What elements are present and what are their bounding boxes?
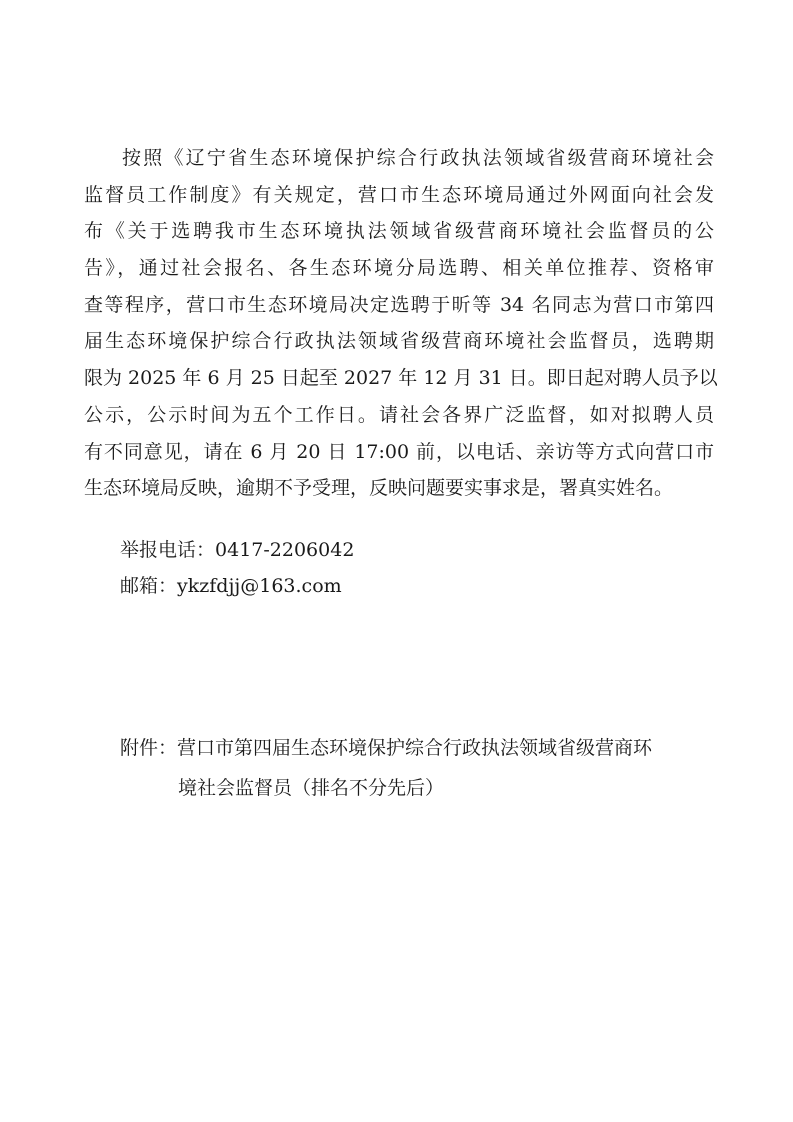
contact-info [120, 532, 354, 604]
email-row [120, 568, 354, 604]
body-line: 有不同意见，请在 6 月 20 日 17:00 前，以电话、亲访等方式向营口市 [84, 440, 714, 463]
body-line: 监督员工作制度》有关规定，营口市生态环境局通过外网面向社会发 [84, 183, 714, 206]
attachment-row-2 [120, 768, 720, 808]
body-line: 告》，通过社会报名、各生态环境分局选聘、相关单位推荐、资格审 [84, 257, 714, 280]
body-line: 限为 2025 年 6 月 25 日起至 2027 年 12 月 31 日。即日起对聘人员予以 [84, 367, 718, 390]
attachment-note [120, 728, 720, 808]
phone-number: 0417-2206042 [215, 539, 355, 561]
attachment-title-line1: 营口市第四届生态环境保护综合行政执法领域省级营商环 [177, 737, 653, 759]
phone-row [120, 532, 354, 568]
body-line: 生态环境局反映，逾期不予受理，反映问题要实事求是，署真实姓名。 [84, 477, 674, 500]
body-line: 按照《辽宁省生态环境保护综合行政执法领域省级营商环境社会 [122, 147, 714, 169]
email-address: ykzfdjj@163.com [177, 575, 342, 597]
phone-label: 举报电话： [120, 539, 216, 561]
body-line: 布《关于选聘我市生态环境执法领域省级营商环境社会监督员的公 [84, 220, 714, 243]
body-line: 查等程序，营口市生态环境局决定选聘于昕等 34 名同志为营口市第四 [84, 293, 714, 316]
body-line: 公示，公示时间为五个工作日。请社会各界广泛监督，如对拟聘人员 [84, 403, 714, 426]
attachment-label: 附件： [120, 737, 178, 759]
email-label: 邮箱： [120, 575, 178, 597]
attachment-row-1 [120, 728, 720, 768]
attachment-title-line2: 境社会监督员（排名不分先后） [178, 777, 445, 799]
body-line: 届生态环境保护综合行政执法领域省级营商环境社会监督员，选聘期 [84, 330, 714, 353]
announcement-body [84, 140, 718, 507]
